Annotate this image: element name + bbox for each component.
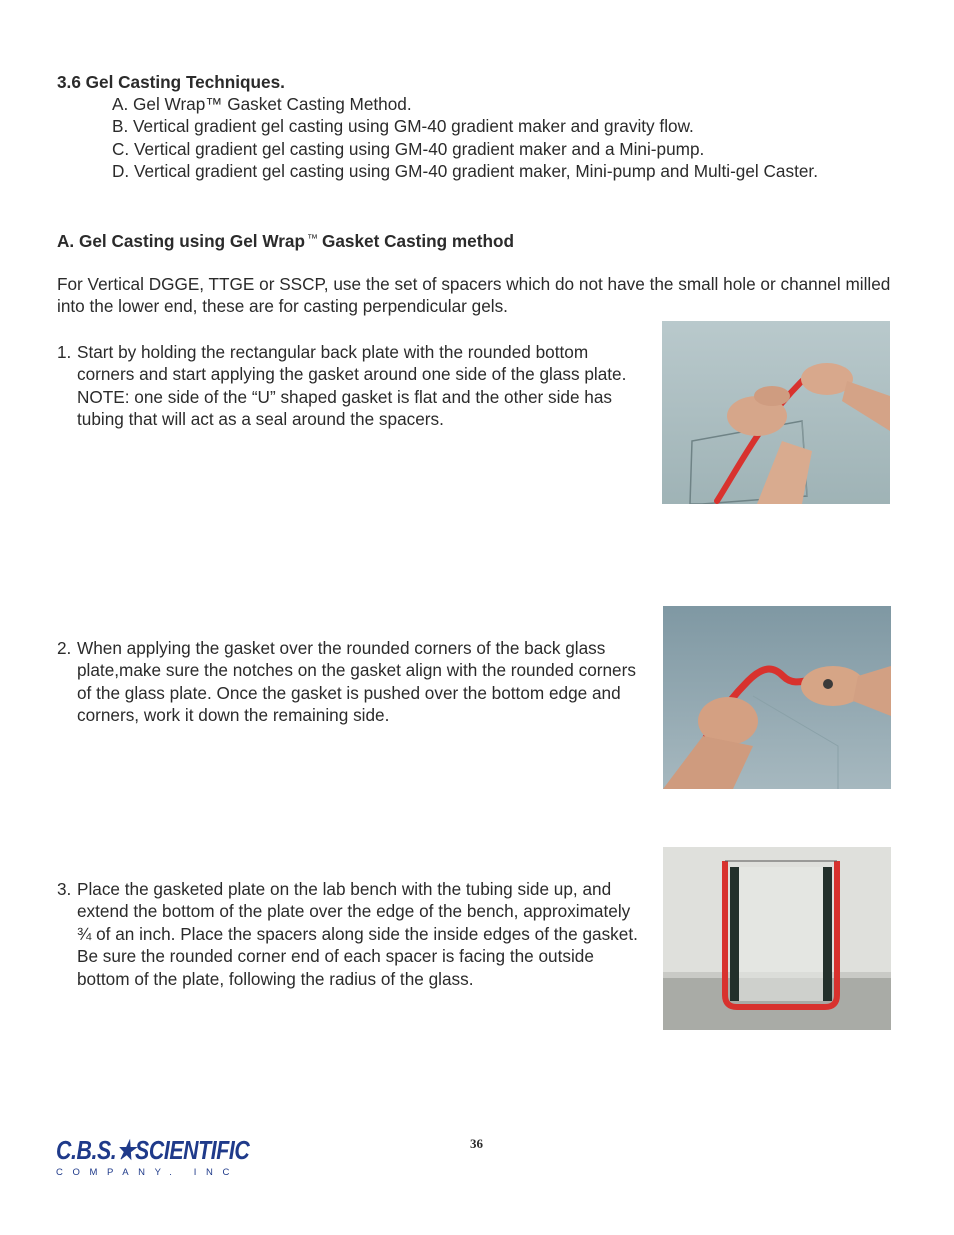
technique-b: B. Vertical gradient gel casting using GM-40 gradient maker and gravity flow. — [112, 116, 694, 137]
step-text: Start by holding the rectangular back plate with the rounded bottom corners and start applying the gasket around one side of the glass plate. NOTE: one side of the “U” shaped gasket is flat and the other side has tubing that will act as a seal around the spacers. — [77, 342, 627, 430]
logo-left-text: C.B.S. — [56, 1135, 117, 1165]
logo-subtitle: COMPANY. INC — [56, 1167, 239, 1178]
star-icon: ★ — [116, 1135, 136, 1165]
step-number: 1. — [57, 342, 72, 362]
subsection-title-rest: Gasket Casting method — [322, 231, 514, 251]
step-number: 2. — [57, 638, 72, 658]
photo-applying-gasket-side — [662, 321, 890, 504]
step-text: When applying the gasket over the rounded corners of the back glass plate,make sure the notches on the gasket align with the rounded corners of the glass plate. Once the gasket is pushed over the bottom edge and corners, work it down the remaining side. — [77, 638, 636, 726]
technique-d: D. Vertical gradient gel casting using GM-40 gradient maker, Mini-pump and Multi-gel Caster. — [112, 161, 818, 182]
step-1 — [57, 341, 647, 431]
step-2 — [57, 637, 647, 727]
technique-a: A. Gel Wrap™ Gasket Casting Method. — [112, 94, 412, 114]
trademark-symbol: ™ — [307, 233, 318, 245]
techniques-list — [112, 93, 818, 183]
subsection-title-main: A. Gel Casting using Gel Wrap — [57, 231, 305, 251]
page-number: 36 — [470, 1136, 483, 1151]
step-number: 3. — [57, 879, 72, 899]
logo-right-text: SCIENTIFIC — [135, 1135, 250, 1165]
step-3 — [57, 878, 647, 990]
section-heading: 3.6 Gel Casting Techniques. — [57, 72, 285, 92]
photo-gasketed-plate-with-spacers — [663, 847, 891, 1030]
intro-paragraph: For Vertical DGGE, TTGE or SSCP, use the set of spacers which do not have the small hole or channel milled into the lower end, these are for casting perpendicular gels. — [57, 274, 891, 317]
subsection-title — [57, 228, 514, 252]
photo-gasket-over-corners — [663, 606, 891, 789]
company-logo — [56, 1135, 292, 1179]
logo-wordmark — [56, 1135, 249, 1165]
step-text: Place the gasketed plate on the lab bench with the tubing side up, and extend the bottom of the plate over the edge of the bench, approximately ¾ of an inch. Place the spacers along side the inside edges of the gasket. Be sure the rounded corner end of each spacer is facing the outside bottom of the plate, following the radius of the glass. — [77, 879, 638, 989]
technique-c: C. Vertical gradient gel casting using GM-40 gradient maker and a Mini-pump. — [112, 138, 705, 159]
